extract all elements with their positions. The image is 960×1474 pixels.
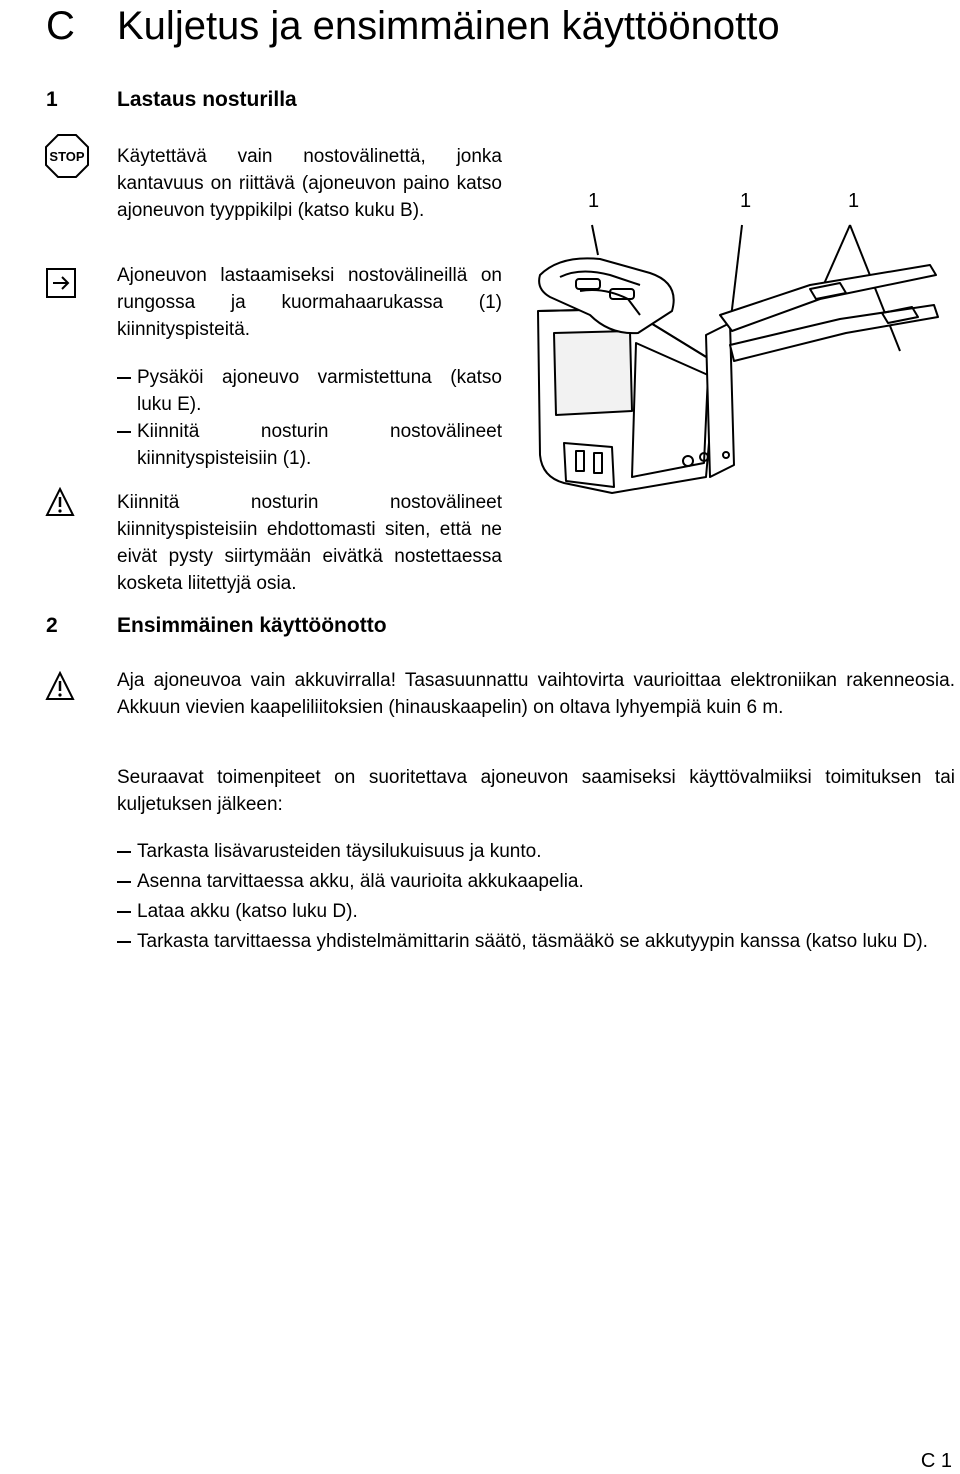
- stop-sign-icon: [44, 133, 90, 179]
- dash-bullet: [117, 941, 131, 943]
- warning-triangle-icon: [45, 671, 75, 701]
- warning-text: Aja ajoneuvoa vain akkuvirralla! Tasasuunnattu vaihtovirta vaurioittaa elektroniikan rakenneosia. Akkuun vievien kaapeliliitoksien (hinauskaapelin) on oltava lyhyempiä kuin 6 m.: [117, 670, 955, 718]
- section-number: 1: [46, 88, 58, 111]
- section-title: Ensimmäinen käyttöönotto: [117, 614, 387, 637]
- section-title: Lastaus nosturilla: [117, 88, 297, 111]
- section-number: 2: [46, 614, 58, 637]
- dash-bullet: [117, 911, 131, 913]
- list-item-text: Kiinnitä nosturin nostovälineet kiinnityspisteisiin (1).: [137, 421, 502, 469]
- chapter-letter: C: [46, 4, 75, 48]
- page-number: C 1: [920, 1450, 952, 1472]
- svg-text:STOP: STOP: [49, 149, 85, 164]
- list-item: [117, 364, 502, 418]
- list-item: [117, 898, 955, 925]
- list-item-text: Pysäköi ajoneuvo varmistettuna (katso luku E).: [137, 367, 502, 415]
- warning-text: Kiinnitä nosturin nostovälineet kiinnityspisteisiin ehdottomasti siten, että ne eivät pysty siirtymään eivätkä nostettaessa kosketa liitettyjä osia.: [117, 492, 502, 594]
- document-code: [0, 1325, 2, 1395]
- leader-line: [592, 225, 598, 255]
- list-item: [117, 418, 502, 472]
- stop-notice-text: Käytettävä vain nostovälinettä, jonka kantavuus on riittävä (ajoneuvon paino katso ajoneuvon tyyppikilpi (katso kuku B).: [117, 146, 502, 221]
- arrow-note-icon: [46, 268, 76, 298]
- pallet-truck-illustration: [520, 215, 950, 515]
- dash-bullet: [117, 851, 131, 853]
- list-item-text: Tarkasta tarvittaessa yhdistelmämittarin säätö, täsmääkö se akkutyypin kanssa (katso luku D).: [137, 931, 928, 952]
- list-item-text: Lataa akku (katso luku D).: [137, 901, 358, 922]
- figure-label: 1: [848, 190, 860, 212]
- list-item: [117, 838, 955, 865]
- list-item-text: Tarkasta lisävarusteiden täysilukuisuus ja kunto.: [137, 841, 542, 862]
- note-text: Ajoneuvon lastaamiseksi nostovälineillä on rungossa ja kuormahaarukassa (1) kiinnityspisteitä.: [117, 265, 502, 340]
- intro-paragraph: Seuraavat toimenpiteet on suoritettava ajoneuvon saamiseksi käyttövalmiiksi toimituksen tai kuljetuksen jälkeen:: [117, 767, 955, 815]
- figure-label: 1: [588, 190, 600, 212]
- dash-bullet: [117, 881, 131, 883]
- figure-label: 1: [740, 190, 752, 212]
- dash-bullet: [117, 377, 131, 379]
- list-item-text: Asenna tarvittaessa akku, älä vaurioita akkukaapelia.: [137, 871, 584, 892]
- list-item: [117, 928, 955, 955]
- chapter-title: Kuljetus ja ensimmäinen käyttöönotto: [117, 4, 780, 48]
- list-item: [117, 868, 955, 895]
- warning-triangle-icon: [45, 487, 75, 517]
- dash-bullet: [117, 431, 131, 433]
